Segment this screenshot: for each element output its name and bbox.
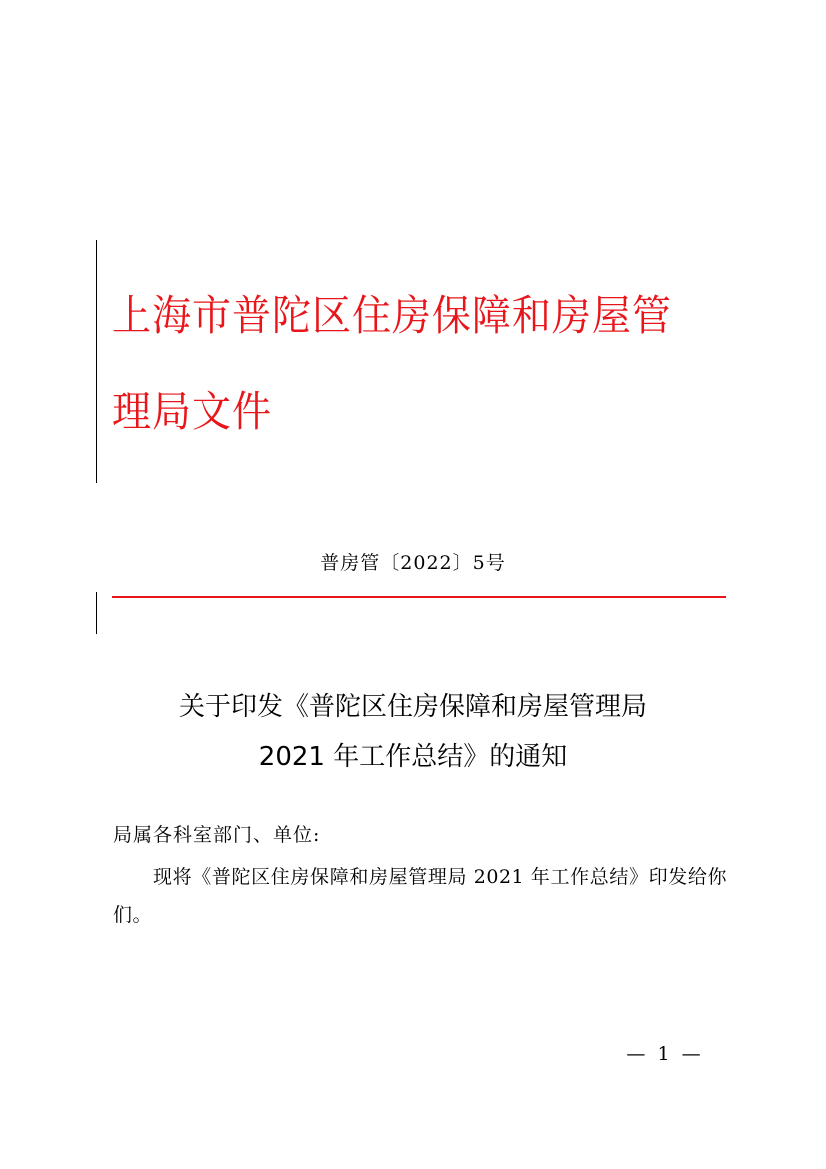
binding-margin-line xyxy=(96,592,97,634)
binding-margin-line xyxy=(96,240,97,483)
body-paragraph: 现将《普陀区住房保障和房屋管理局 2021 年工作总结》印发给你们。 xyxy=(113,866,727,926)
issuing-authority-header: 上海市普陀区住房保障和房屋管理局文件 xyxy=(112,291,672,436)
notice-title-line-2: 2021 年工作总结》的通知 xyxy=(258,742,568,772)
red-separator-line xyxy=(112,596,726,598)
notice-title xyxy=(0,682,826,782)
page-number: — 1 — xyxy=(626,1043,704,1065)
document-number: 普房管〔2022〕5号 xyxy=(320,552,506,574)
notice-title-line-1: 关于印发《普陀区住房保障和房屋管理局 xyxy=(178,692,647,722)
salutation: 局属各科室部门、单位: xyxy=(113,824,321,846)
